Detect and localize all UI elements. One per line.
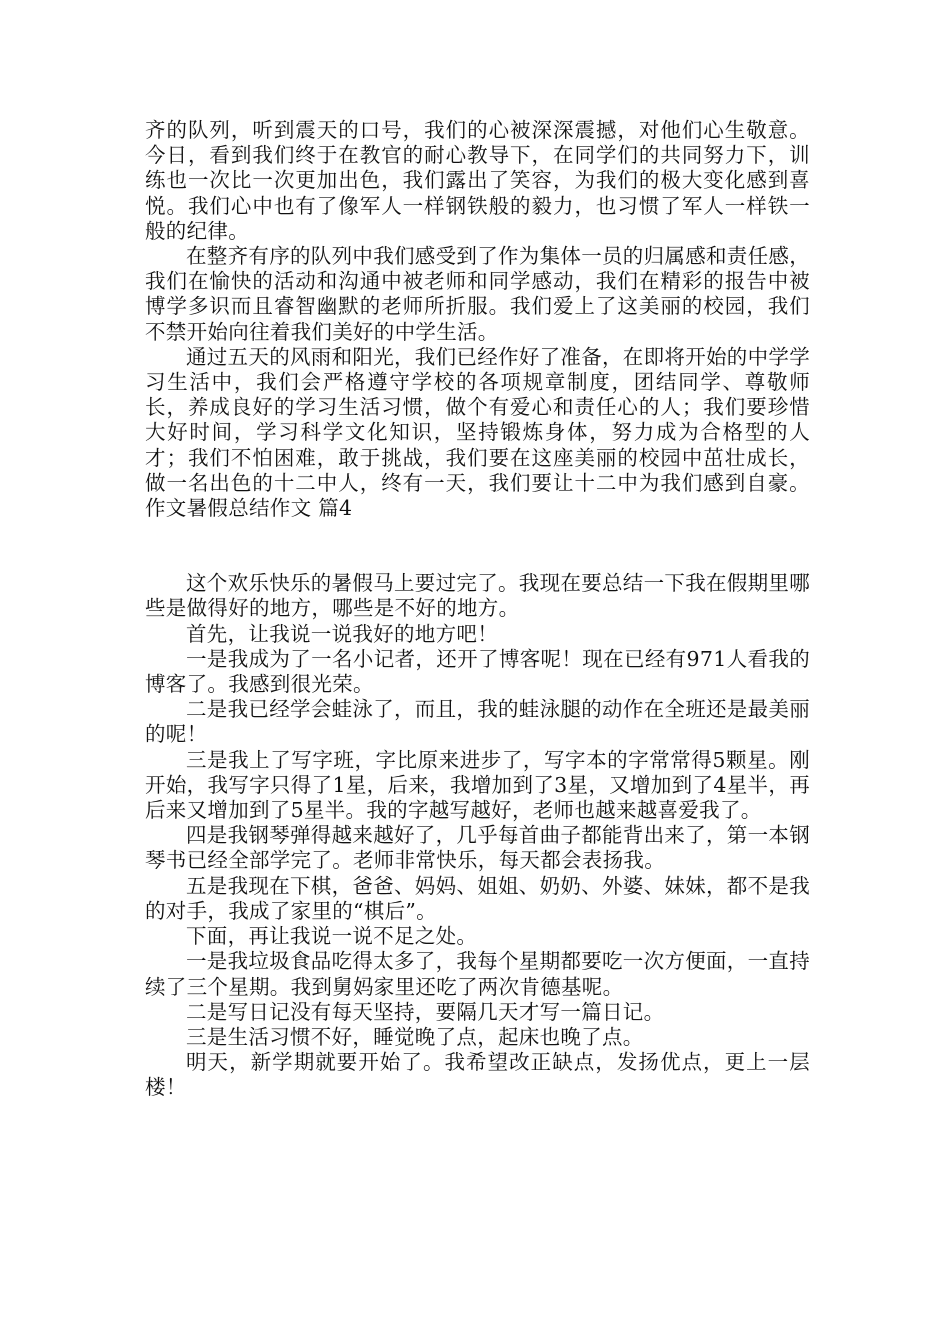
paragraph: 三是我上了写字班，字比原来进步了，写字本的字常常得5颗星。刚开始，我写字只得了1星，后来，我增加到了3星，又增加到了4星半，再后来又增加到了5星半。我的字越写越好，老师也越来越喜爱我了。 (145, 747, 810, 823)
paragraph: 在整齐有序的队列中我们感受到了作为集体一员的归属感和责任感，我们在愉快的活动和沟通中被老师和同学感动，我们在精彩的报告中被博学多识而且睿智幽默的老师所折服。我们爱上了这美丽的校园，我们不禁开始向往着我们美好的中学生活。 (145, 244, 810, 344)
paragraph: 二是写日记没有每天坚持，要隔几天才写一篇日记。 (186, 999, 665, 1024)
paragraph: 三是生活习惯不好，睡觉晚了点，起床也晚了点。 (186, 1024, 644, 1049)
paragraph: 下面，再让我说一说不足之处。 (186, 924, 478, 949)
paragraph: 通过五天的风雨和阳光，我们已经作好了准备，在即将开始的中学学习生活中，我们会严格遵守学校的各项规章制度，团结同学、尊敬师长，养成良好的学习生活习惯，做个有爱心和责任心的人；我们要珍惜大好时间，学习科学文化知识，坚持锻炼身体，努力成为合格型的人才；我们不怕困难，敢于挑战，我们要在这座美丽的校园中茁壮成长，做一名出色的十二中人，终有一天，我们要让十二中为我们感到自豪。作文暑假总结作文 篇4 (145, 344, 810, 521)
paragraph: 这个欢乐快乐的暑假马上要过完了。我现在要总结一下我在假期里哪些是做得好的地方，哪些是不好的地方。 (145, 571, 810, 621)
paragraph: 五是我现在下棋，爸爸、妈妈、姐姐、奶奶、外婆、妹妹，都不是我的对手，我成了家里的“棋后”。 (145, 873, 810, 923)
paragraph: 明天，新学期就要开始了。我希望改正缺点，发扬优点，更上一层楼！ (145, 1050, 810, 1100)
paragraph: 二是我已经学会蛙泳了，而且，我的蛙泳腿的动作在全班还是最美丽的呢！ (145, 697, 810, 747)
paragraph-continued: 齐的队列，听到震天的口号，我们的心被深深震撼，对他们心生敬意。今日，看到我们终于在教官的耐心教导下，在同学们的共同努力下，训练也一次比一次更加出色，我们露出了笑容，为我们的极大变化感到喜悦。我们心中也有了像军人一样钢铁般的毅力，也习惯了军人一样铁一般的纪律。 (145, 118, 810, 243)
section-gap (145, 521, 810, 571)
paragraph: 首先，让我说一说我好的地方吧！ (186, 621, 498, 646)
paragraph: 一是我垃圾食品吃得太多了，我每个星期都要吃一次方便面，一直持续了三个星期。我到舅妈家里还吃了两次肯德基呢。 (145, 949, 810, 999)
paragraph: 一是我成为了一名小记者，还开了博客呢！现在已经有971人看我的博客了。我感到很光荣。 (145, 646, 810, 697)
document-page (145, 118, 810, 1101)
paragraph: 四是我钢琴弹得越来越好了，几乎每首曲子都能背出来了，第一本钢琴书已经全部学完了。老师非常快乐，每天都会表扬我。 (145, 823, 810, 873)
